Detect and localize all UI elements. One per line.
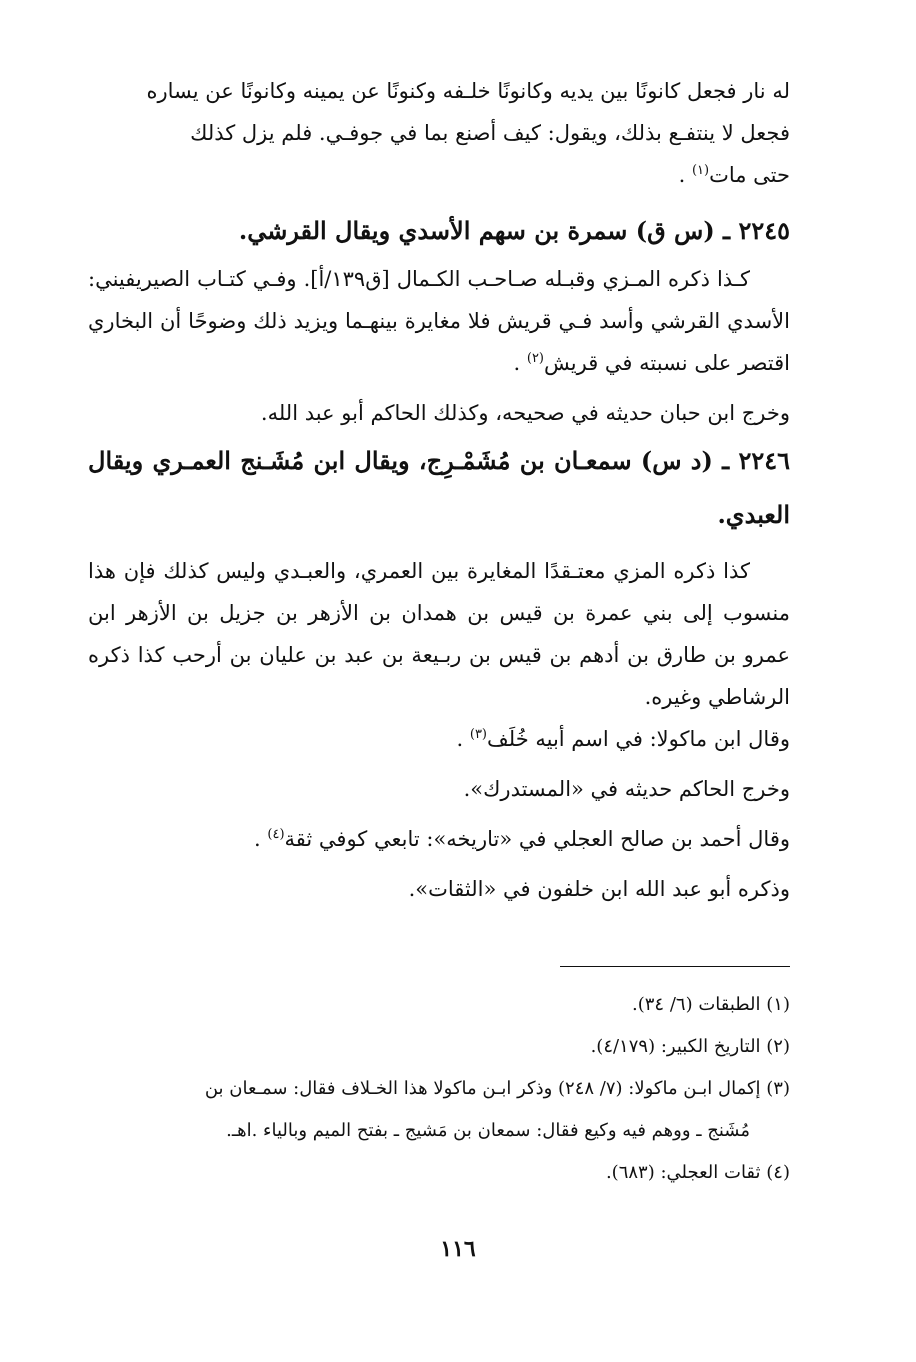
footnote-reference[interactable]: (٤) [267, 827, 285, 842]
footnote-reference[interactable]: (٣) [469, 727, 487, 742]
entry-heading-2246: ٢٢٤٦ ـ (د س) سمعـان بن مُشَمْـرِج، ويقال ابن مُشَـنج العمـري ويقال العبدي. [88, 446, 790, 529]
text: وقال ابن ماكولا: في اسم أبيه خُلَف [487, 727, 790, 751]
footnote-2: (٢) التاريخ الكبير: (٤/١٧٩). [590, 1036, 790, 1057]
text-end: . [254, 827, 268, 851]
page-body [88, 70, 790, 910]
text-end: . [513, 351, 527, 375]
text-line: حتى مات [709, 163, 790, 187]
entry-2246-paragraph-3: وخرج الحاكم حديثه في «المستدرك». [463, 777, 790, 801]
footnote-divider [560, 966, 790, 967]
footnote-3: (٣) إكمال ابـن ماكولا: (٧/ ٢٤٨) وذكر ابـن ماكولا هذا الخـلاف فقال: سمـعان بن [204, 1078, 790, 1099]
entry-2246-paragraph-2 [88, 718, 790, 760]
page-number: ١١٦ [440, 1236, 476, 1262]
footnote-3-continuation: مُشَنج ـ ووهم فيه وكيع فقال: سمعان بن مَشيج ـ بفتح الميم وبالياء .اهـ. [226, 1120, 750, 1141]
text-end: . [456, 727, 470, 751]
text-line: فجعل لا ينتفـع بذلك، ويقول: كيف أصنع بما في جوفـي. فلم يزل كذلك [190, 121, 790, 145]
text-end: . [678, 163, 692, 187]
footnote-1: (١) الطبقات (٦/ ٣٤). [632, 994, 790, 1015]
entry-2246-paragraph: كذا ذكره المزي معتـقدًا المغايرة بين العمري، والعبـدي وليس كذلك فإن هذا منسوب إلى بني عمرة بن قيس بن همدان بن الأزهر بن جزيل بن الأزهر ابن عمرو بن طارق بن أدهم بن قيس بن ربـيعة بن عبد بن عليان بن أرحب كذا ذكره الرشاطي وغيره. [88, 559, 790, 709]
text: وقال أحمد بن صالح العجلي في «تاريخه»: تابعي كوفي ثقة [284, 827, 790, 851]
entry-2245-paragraph [88, 258, 790, 384]
footnotes [96, 984, 790, 1194]
entry-2245-paragraph-2: وخرج ابن حبان حديثه في صحيحه، وكذلك الحاكم أبو عبد الله. [260, 401, 790, 425]
footnote-4: (٤) ثقات العجلي: (٦٨٣). [605, 1162, 790, 1183]
entry-2246-paragraph-5: وذكره أبو عبد الله ابن خلفون في «الثقات». [408, 877, 790, 901]
text-line: له نار فجعل كانونًا بين يديه وكانونًا خلـفه وكنونًا عن يمينه وكانونًا عن يساره [146, 79, 790, 103]
entry-2246-paragraph-4 [88, 818, 790, 860]
footnote-reference[interactable]: (١) [691, 163, 710, 178]
paragraph-continuation [88, 70, 790, 196]
entry-heading-2245: ٢٢٤٥ ـ (س ق) سمرة بن سهم الأسدي ويقال القرشي. [238, 216, 790, 245]
text: كـذا ذكره المـزي وقبـله صـاحـب الكـمال [ق١٣٩/أ]. وفـي كتـاب الصيريفيني: الأسدي القرشي وأسد فـي قريش فلا مغايرة بينهـما ويزيد ذلك وضوحًا أن البخاري اقتصر على نسبته في قريش [88, 267, 790, 375]
footnote-reference[interactable]: (٢) [526, 351, 544, 366]
